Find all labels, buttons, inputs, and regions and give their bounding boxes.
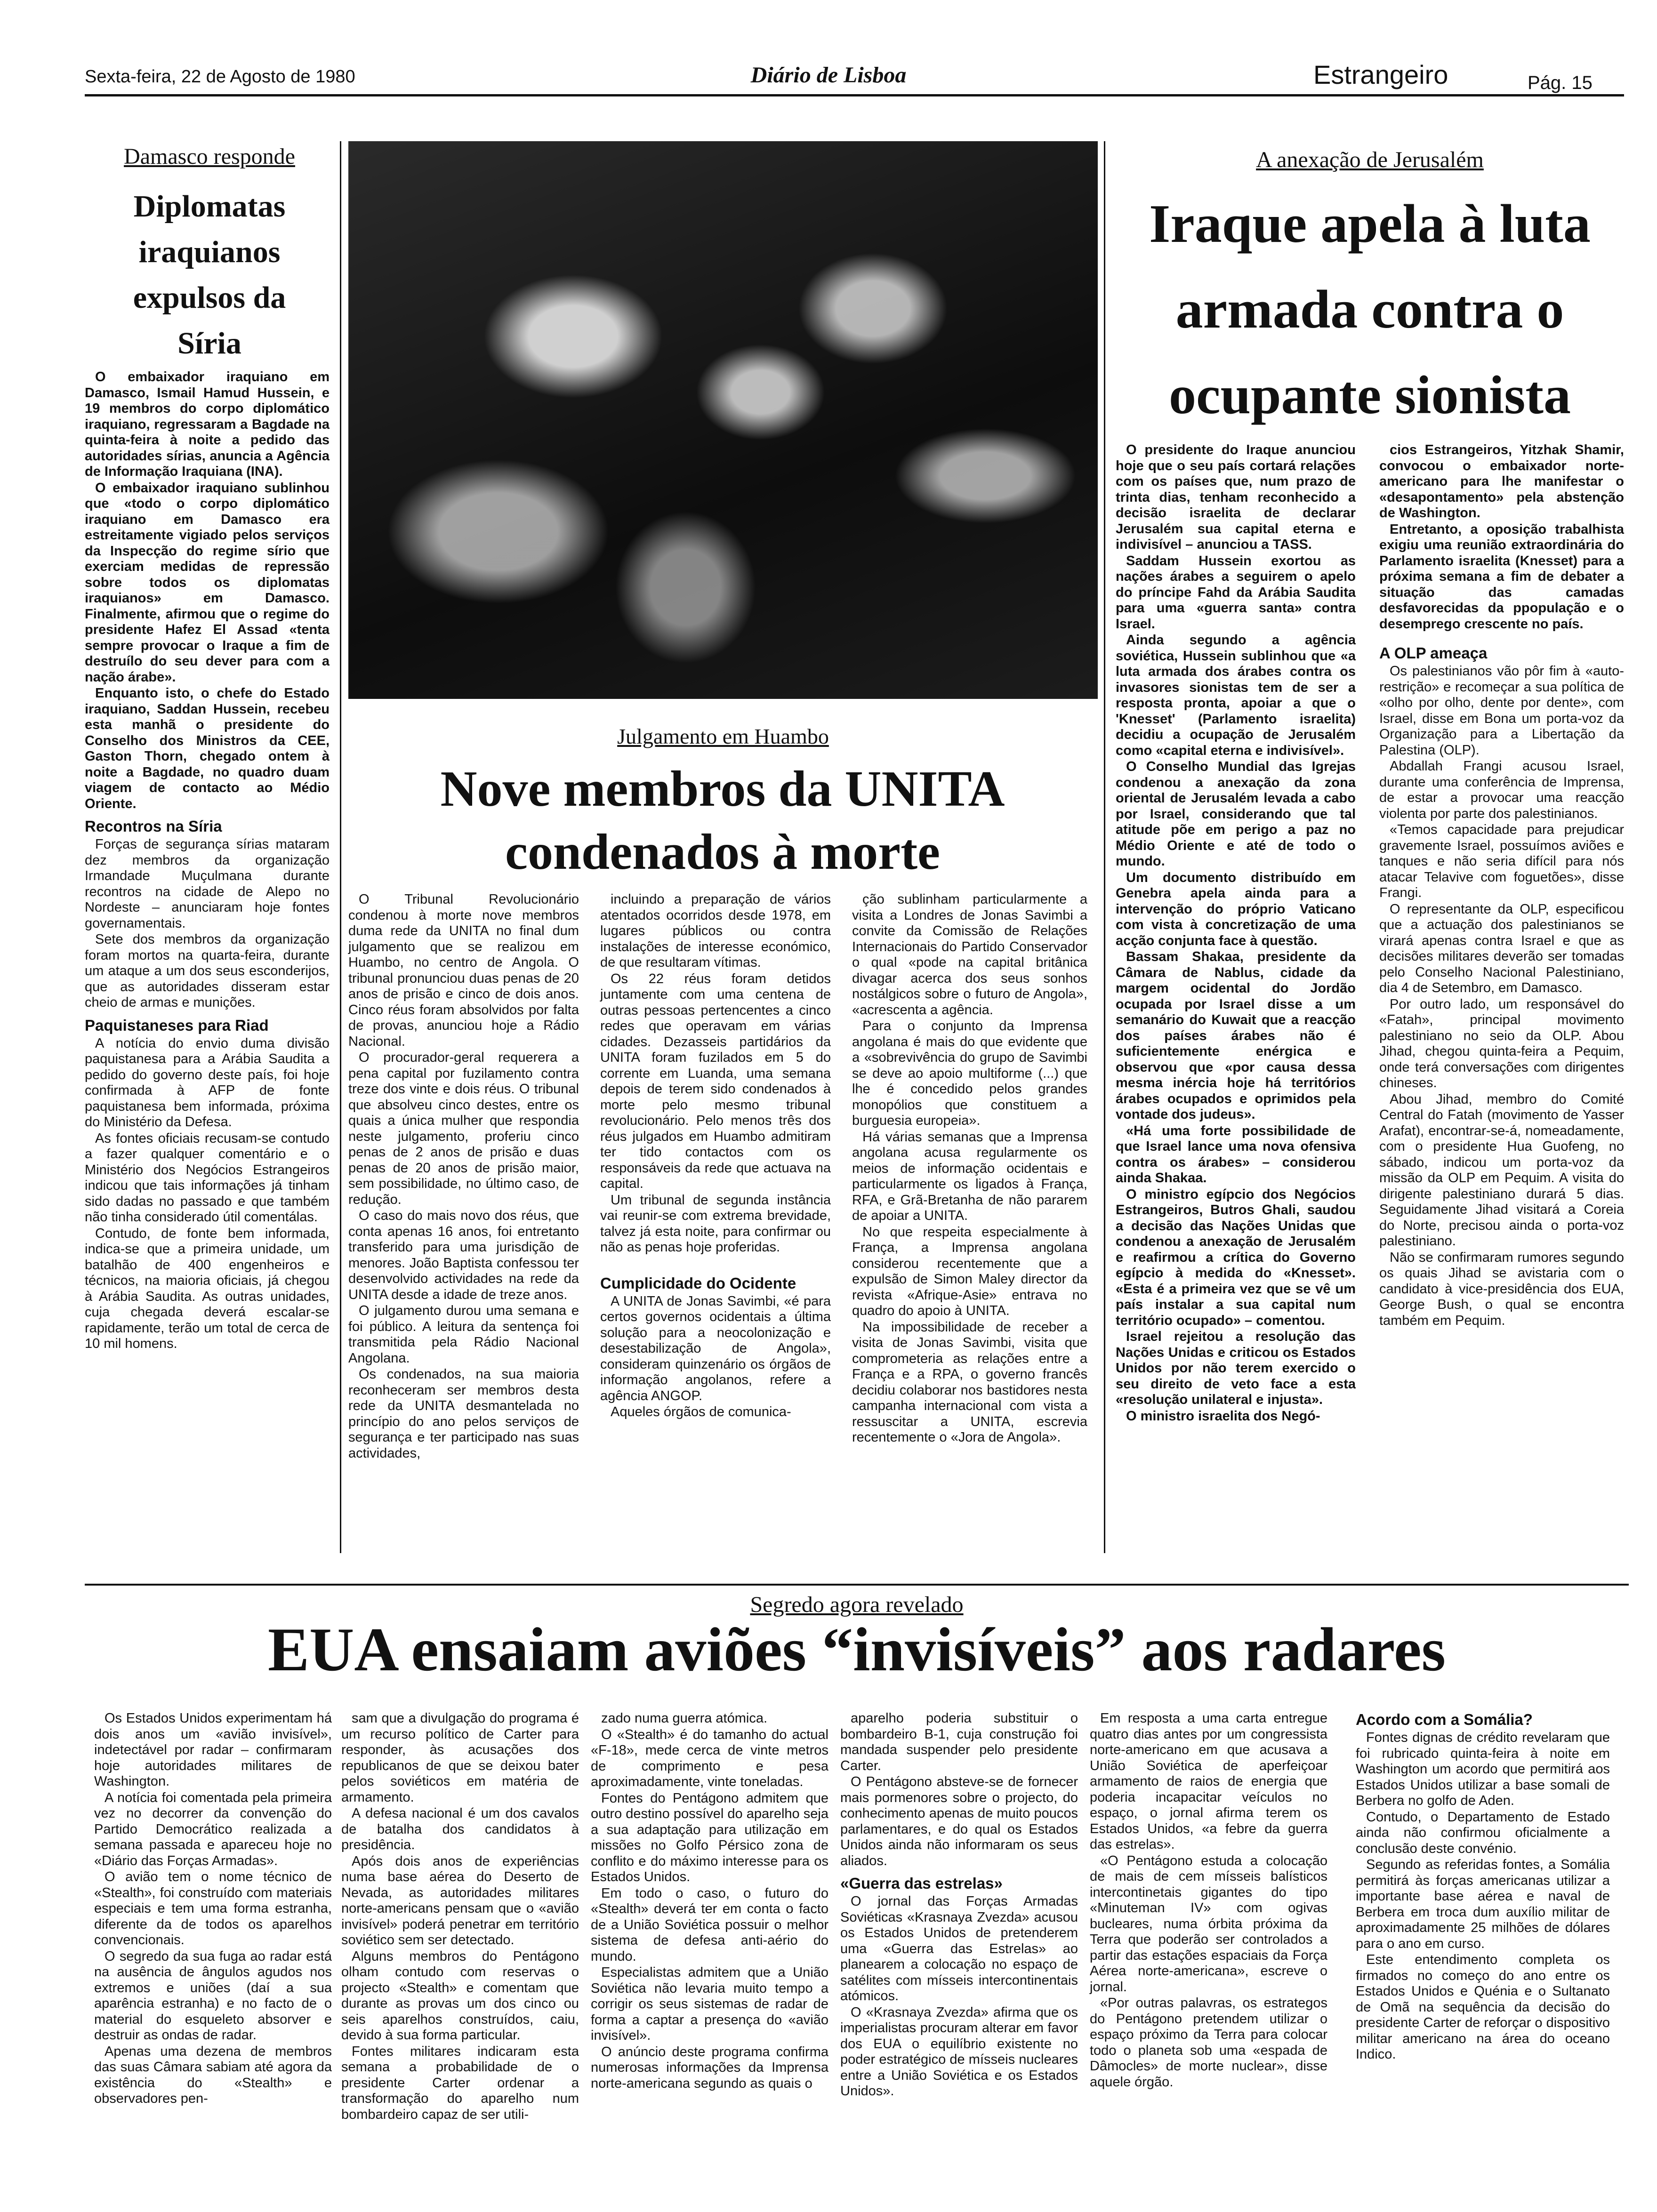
masthead [0, 0, 1657, 108]
column-divider-left [340, 141, 341, 1553]
eua-col-1: Os Estados Unidos experimentam há dois anos um «avião invisível», indetectável por radar – confirmaram hoje autoridades militares de Washington. A notícia foi comentada pela primeira vez no decorrer da convenção do Partido Democrático realizada a semana passada e apareceu hoje no «Diário das Forças Armadas». O avião tem o nome técnico de «Stealth», foi construído com materiais especiais e tem uma forma estranha, diferente da de todos os aparelhos convencionais. O segredo da sua fuga ao radar está na ausência de ângulos agudos nos extremos e uniões (daí a sua aparência estranha) e no facto de o material do esqueleto absorver e destruir as ondas de radar. Apenas uma dezena de membros das suas Câmara sabiam até agora da existência do «Stealth» e observadores pen- [94, 1711, 332, 2106]
page-date: Sexta-feira, 22 de Agosto de 1980 [85, 67, 355, 87]
unita-col-2: incluindo a preparação de vários atentados ocorridos desde 1978, em lugares públicos ou contra instalações de interesse económico, de que resultaram vítimas. Os 22 réus foram detidos juntamente com uma centena de outras pessoas pertencentes a cinco redes que operavam em várias cidades. Dezasseis partidários da UNITA foram fuzilados em 5 do corrente em Luanda, uma semana depois de terem sido condenados à morte pelo mesmo tribunal revolucionário. Pelo menos três dos réus julgados em Huambo admitiram ter tido contactos com os responsáveis da rede que actuava na capital. Um tribunal de segunda instância vai reunir-se com extrema brevidade, talvez já esta noite, para confirmar ou não as penas hoje proferidas. Cumplicidade do Ocidente A UNITA de Jonas Savimbi, «é para certos governos ocidentais a última solução para a neocolonização e desestabilização de Angola», consideram quinzenário os órgãos de informação angolanos, refere a agência ANGOP. Aqueles órgãos de comunica- [600, 892, 831, 1419]
damasco-body: O embaixador iraquiano em Damasco, Ismail Hamud Hussein, e 19 membros do corpo diplomático iraquiano, regressaram a Bagdade na quinta-feira à noite a pedido das autoridades sírias, anuncia a Agência de Informação Iraquiana (INA). O embaixador iraquiano sublinhou que «todo o corpo diplomático iraquiano em Damasco era estreitamente vigiado pelos serviços da Inspecção do regime sírio que exerciam medidas de repressão sobre todos os diplomatas iraquianos» em Damasco. Finalmente, afirmou que o regime do presidente Hafez El Assad «tenta sempre provocar o Iraque a fim de destruílo do seu dever para com a nação árabe». Enquanto isto, o chefe do Estado iraquiano, Saddan Hussein, recebeu esta manhã o presidente do Conselho dos Ministros da CEE, Gaston Thorn, chegado ontem à noite a Bagdade, no quadro duam viagem de contacto ao Médio Oriente. Recontros na Síria Forças de segurança sírias mataram dez membros da organização Irmandade Muçulmana durante recontros na cidade de Alepo no Nordeste – anunciaram hoje fontes governamentais. Sete dos membros da organização foram mortos na quarta-feira, durante um ataque a um dos seus esconderijos, que as autoridades disseram estar cheio de armas e munições. Paquistaneses para Riad A notícia do envio duma divisão paquistanesa para a Arábia Saudita a pedido do governo deste país, foi hoje confirmada à AFP de fonte paquistanesa bem informada, próxima do Ministério da Defesa. As fontes oficiais recusam-se contudo a fazer qualquer comentário e o Ministério dos Negócios Estrangeiros indicou que tais informações já tinham sido dadas no passado e que também não tinha considerado útil comentálas. Contudo, de fonte bem informada, indica-se que a primeira unidade, um batalhão de 400 engenheiros e técnicos, na maioria oficiais, já chegou à Arábia Saudita. As outras unidades, cuja chegada deverá escalar-se rapidamente, terão um total de cerca de 10 mil homens. [85, 369, 330, 1351]
page-number: Pág. 15 [1528, 72, 1593, 93]
unita-col-1: O Tribunal Revolucionário condenou à morte nove membros duma rede da UNITA no final dum julgamento que se realizou em Huambo, no centro de Angola. O tribunal pronunciou duas penas de 20 anos de prisão e cinco de dois anos. Cinco réus foram absolvidos por falta de provas, anunciou hoje a Rádio Nacional. O procurador-geral requerera a pena capital por fuzilamento contra treze dos vinte e dois réus. O tribunal que absolveu cinco destes, entre os quais a única mulher que respondia neste julgamento, proferiu cinco penas de 2 anos de prisão e duas penas de 20 anos de prisão maior, sem possibilidade, no último caso, de redução. O caso do mais novo dos réus, que conta apenas 16 anos, foi entretanto transferido para uma jurisdição de menores. João Baptista confessou ter desenvolvido actividades na rede da UNITA desde a idade de treze anos. O julgamento durou uma semana e foi público. A leitura da sentença foi transmitida pela Rádio Nacional Angolana. Os condenados, na sua maioria reconheceram ser membros desta rede da UNITA desmantelada no princípio do ano pelos serviços de segurança e ter participado nas suas actividades, [348, 892, 579, 1461]
subhead-acordo-somalia: Acordo com a Somália? [1356, 1711, 1533, 1728]
subhead-cumplicidade: Cumplicidade do Ocidente [600, 1274, 796, 1292]
subhead-paquistaneses: Paquistaneses para Riad [85, 1016, 269, 1034]
eua-col-5: Em resposta a uma carta entregue quatro dias antes por um congressista norte-americano em que acusava a União Soviética de aperfeiçoar armamento de raios de energia que poderia incapacitar veículos no espaço, o jornal afirma terem os Estados Unidos, «a febre da guerra das estrelas». «O Pentágono estuda a colocação de mais de cem mísseis balísticos intercontinetais gigantes do tipo «Minuteman IV» com ogivas bucleares, numa órbita próxima da Terra que poderão ser controlados a partir das estações espaciais da Força Aérea norte-americana», escreve o jornal. «Por outras palavras, os estrategos do Pentágono pretendem utilizar o espaço próximo da Terra para colocar todo o planeta sob uma «espada de Dâmocles» de morte nuclear», disse aquele órgão. [1090, 1711, 1327, 2090]
eua-headline: EUA ensaiam aviões “invisíveis” aos radares [267, 1615, 1446, 1684]
section-rule [85, 1584, 1629, 1586]
eua-col-3: zado numa guerra atómica. O «Stealth» é do tamanho do actual «F-18», mede cerca de vinte metros de comprimento e pesa aproximadamente, vinte toneladas. Fontes do Pentágono admitem que outro destino possível do aparelho seja a sua adaptação para utilização em missões no Golfo Pérsico zona de conflito e do máximo interesse para os Estados Unidos. Em todo o caso, o futuro do «Stealth» deverá ter em conta o facto de a União Soviética possuir o melhor sistema de defesa anti-aério do mundo. Especialistas admitem que a União Soviética não levaria muito tempo a corrigir os seus sistemas de radar de forma a captar a presença do «avião invisível». O anúncio deste programa confirma numerosas informações da Imprensa norte-americana segundo as quais o [591, 1711, 828, 2091]
damasco-kicker: Damasco responde [124, 144, 295, 169]
subhead-recontros: Recontros na Síria [85, 817, 222, 835]
unita-article [348, 706, 1098, 1577]
eua-col-2: sam que a divulgação do programa é um recurso político de Carter para responder, às acusações dos republicanos de que se deixou bater pelos soviéticos em matéria de armamento. A defesa nacional é um dos cavalos de batalha dos candidatos à presidência. Após dois anos de experiências numa base aérea do Deserto de Nevada, as autoridades militares norte-americans pensam que o «avião invisível» poderá penetrar em território soviético sem ser detectado. Alguns membros do Pentágono olham contudo com reservas o projecto «Stealth» e comentam que durante as provas um dos cinco ou seis aparelhos construídos, caiu, devido à sua forma particular. Fontes militares indicaram esta semana a probabilidade de o presidente Carter ordenar a transformação do aparelho num bombardeiro capaz de ser utili- [341, 1711, 579, 2122]
newspaper-name: Diário de Lisboa [750, 63, 907, 88]
iraque-col-2: cios Estrangeiros, Yitzhak Shamir, convocou o embaixador norte-americano para lhe manifestar o «desapontamento» pela abstenção de Washington. Entretanto, a oposição trabalhista exigiu uma reunião extraordinária do Parlamento israelita (Knesset) para a próxima semana a fim de debater a situação das camadas desfavorecidas da ppopulação e o desemprego crescente no país. A OLP ameaça Os palestinianos vão pôr fim à «auto-restrição» e recomeçar a sua política de «olho por olho, dente por dente», com Israel, disse em Bona um porta-voz da Organização para a Libertação da Palestina (OLP). Abdallah Frangi acusou Israel, durante uma conferência de Imprensa, de estar a provocar uma reacção violenta por parte dos palestinianos. «Temos capacidade para prejudicar gravemente Israel, possuímos aviões e tanques e não seria difícil para nós atacar Telavive com foguetões», disse Frangi. O representante da OLP, especificou que a actuação dos palestinianos se virará apenas contra Israel e que as decisões militares deverão ser tomadas pelo Conselho Nacional Palestiniano, dia 4 de Setembro, em Damasco. Por outro lado, um responsável do «Fatah», principal movimento palestiniano no seio da OLP. Abou Jihad, chegou quinta-feira a Pequim, onde terá conversações com dirigentes chineses. Abou Jihad, membro do Comité Central do Fatah (movimento de Yasser Arafat), encontrar-se-á, nomeadamente, com o presidente Hua Guofeng, no sábado, indicou um porta-voz da missão da OLP em Pequim. A visita do dirigente palestiniano durará 5 dias. Seguidamente Jihad visitará a Coreia do Norte, precisou ainda o porta-voz palestiniano. Não se confirmaram rumores segundo os quais Jihad se avistaria com o candidato à vice-presidência dos EUA, George Bush, o qual se encontra também em Pequim. [1379, 442, 1624, 1328]
masthead-rule [85, 94, 1624, 96]
subhead-guerra-estrelas: «Guerra das estrelas» [840, 1875, 1003, 1892]
unita-kicker: Julgamento em Huambo [617, 724, 829, 748]
eua-col-4: aparelho poderia substituir o bombardeiro B-1, cuja construção foi mandada suspender pelo presidente Carter. O Pentágono absteve-se de fornecer mais pormenores sobre o projecto, do conhecimento apenas de muito poucos parlamentares, e do qual os Estados Unidos ainda não informaram os seus aliados. «Guerra das estrelas» O jornal das Forças Armadas Soviéticas «Krasnaya Zvezda» acusou os Estados Unidos de pretenderem uma «Guerra das Estrelas» ao planearem a colocação no espaço de satélites com mísseis intercontinentais atómicos. O «Krasnaya Zvezda» afirma que os imperialistas procuram alterar em favor dos EUA o equilíbrio existente no poder estratégico de mísseis nucleares entre a União Soviética e os Estados Unidos». [840, 1711, 1078, 2099]
section-name: Estrangeiro [1313, 60, 1448, 89]
unita-col-3: ção sublinham particularmente a visita a Londres de Jonas Savimbi a convite da Comissão de Relações Internacionais do Partido Conservador o qual «pode na capital britânica divagar acerca dos seus sonhos nostálgicos sobre o futuro de Angola», «acrescenta a agência. Para o conjunto da Imprensa angolana é mais do que evidente que a «sobrevivência do grupo de Savimbi se deve ao apoio multiforme (...) que lhe é concedido pelos grandes monopólios que constituem a burguesia europeia». Há várias semanas que a Imprensa angolana acusa regularmente os meios de informação ocidentais e particularmente os ligados à França, RFA, e Grã-Bretanha de não pararem de apoiar a UNITA. No que respeita especialmente à França, a Imprensa angolana considerou recentemente que a expulsão de Simon Maley director da revista «Afrique-Asie» entrava no quadro do apoio à UNITA. Na impossibilidade de receber a visita de Jonas Savimbi, visita que comprometeria as relações entre a França e a RPA, o governo francês decidiu colaborar nos bastidores nesta campanha internacional com vista a ressuscitar a UNITA, escrevia recentemente o «Jora de Angola». [852, 892, 1087, 1445]
iraque-headline: Iraque apela à luta armada contra o ocupante sionista [1149, 194, 1591, 425]
eua-article [85, 1586, 1629, 2207]
iraque-kicker: A anexação de Jerusalém [1256, 147, 1484, 172]
iraque-article [1111, 108, 1629, 1567]
iraque-col-1: O presidente do Iraque anunciou hoje que o seu país cortará relações com os países que, num prazo de trinta dias, tenham reconhecido a decisão israelita de declarar Jerusalém sua capital eterna e indivisível – anunciou a TASS. Saddam Hussein exortou as nações árabes a seguirem o apelo do príncipe Fahd da Arábia Saudita para uma «guerra santa» contra Israel. Ainda segundo a agência soviética, Hussein sublinhou que «a luta armada dos árabes contra os invasores sionistas tem de ser a resposta pronta, apoiar a que o 'Knesset' (Parlamento israelita) decidiu a ocupação de Jerusalém como «capital eterna e indivisível». O Conselho Mundial das Igrejas condenou a anexação da zona oriental de Jerusalém levada a cabo por Israel, considerando que tal atitude põe em perigo a paz no Médio Oriente e até de todo o mundo. Um documento distribuído em Genebra apela ainda para a intervenção do próprio Vaticano com vista à concretização de uma acção conjunta face à questão. Bassam Shakaa, presidente da Câmara de Nablus, cidade da margem ocidental do Jordão ocupada por Israel disse a um semanário do Kuwait que a reacção dos países árabes não é suficientemente enérgica e observou que «por causa dessa mesma inércia hoje há territórios árabes ocupados e oprimidos pela vontade dos judeus». «Há uma forte possibilidade de que Israel lance uma nova ofensiva contra os árabes» – considerou ainda Shakaa. O ministro egípcio dos Negócios Estrangeiros, Butros Ghali, saudou a decisão das Nações Unidas que condenou a anexação de Jerusalém e reafirmou a crítica do Governo egípcio à medida do «Knesset». «Esta é a primeira vez que se vê um país instalar a sua capital num território ocupado» – comentou. Israel rejeitou a resolução das Nações Unidas e criticou os Estados Unidos por não terem exercido o seu direito de veto face a esta «resolução unilateral e injusta». O ministro israelita dos Negó- [1116, 442, 1356, 1424]
eua-kicker: Segredo agora revelado [750, 1592, 964, 1617]
damasco-headline: Diplomatas iraquianos expulsos da Síria [133, 189, 286, 361]
eua-col-6: Acordo com a Somália? Fontes dignas de crédito revelaram que foi rubricado quinta-feira à noite em Washington um acordo que permitirá aos Estados Unidos utilizar a base somali de Berbera no golfo de Aden. Contudo, o Departamento de Estado ainda não confirmou oficialmente a conclusão deste convénio. Segundo as referidas fontes, a Somália permitirá às forças americanas utilizar a importante base aérea e naval de Berbera em troca dum auxílio militar de aproximadamente 25 milhões de dólares para o ano em curso. Este entendimento completa os firmados no começo do ano entre os Estados Unidos e Quénia e o Sultanato de Omã na sequência da decisão do presidente Carter de reforçar o dispositivo militar americano na área do oceano Indico. [1356, 1711, 1610, 2062]
column-divider-right [1104, 141, 1105, 1553]
courtroom-photo [348, 141, 1098, 699]
unita-headline: Nove membros da UNITA condenados à morte [440, 761, 1005, 880]
damasco-article [85, 108, 334, 1605]
subhead-olp: A OLP ameaça [1379, 644, 1488, 662]
